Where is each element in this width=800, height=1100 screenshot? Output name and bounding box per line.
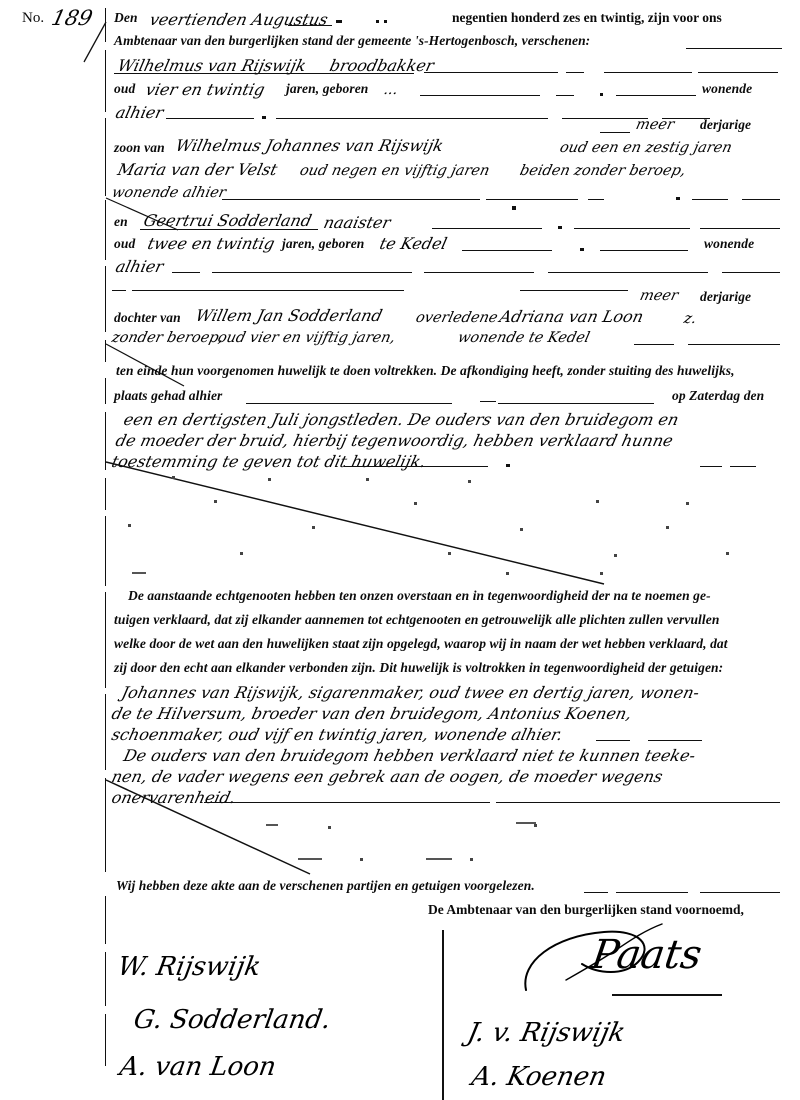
witness-note-line-1: De ouders van den bruidegom hebben verklaard niet te kunnen teeke-: [121, 746, 698, 765]
groom-age-value: vier en twintig: [143, 80, 267, 99]
filler-rule: [246, 403, 452, 404]
witness-line-2: de te Hilversum, broeder van den bruidegom, Antonius Koenen,: [109, 704, 634, 723]
ink-speck: [366, 478, 369, 481]
filler-rule: [548, 272, 708, 273]
bride-age-value: twee en twintig: [145, 234, 277, 253]
groom-mother-age: oud negen en vijftig jaren: [298, 163, 492, 179]
ink-speck: [240, 552, 243, 555]
bride-mother-residence: wonende te Kedel: [456, 330, 592, 346]
groom-majority-hand: meer: [634, 117, 676, 133]
ink-speck: [516, 822, 536, 824]
bride-occupation: naaister: [321, 213, 393, 232]
declaration-line-4: zij door den echt aan elkander verbonden zijn. Dit huwelijk is voltrokken in tegenwoordigheid der getuigen:: [114, 660, 724, 675]
banns-line-2-left: plaats gehad alhier: [114, 388, 223, 403]
margin-rule-segment: [105, 118, 106, 196]
filler-rule: [212, 272, 412, 273]
opening-year-printed: negentien honderd zes en twintig, zijn voor ons: [452, 10, 722, 25]
groom-residence-label: wonende: [702, 81, 753, 96]
signature-groom: W. Rijswijk: [115, 952, 264, 982]
filler-rule: [574, 228, 690, 229]
cancellation-stroke: [104, 778, 364, 878]
closing-read-aloud: Wij hebben deze akte aan de verschenen partijen en getuigen voorgelezen.: [116, 878, 535, 893]
witness-line-1: Johannes van Rijswijk, sigarenmaker, oud twee en dertig jaren, wonen-: [119, 683, 702, 702]
signature-witness-2: A. Koenen: [469, 1062, 609, 1092]
filler-rule: [166, 118, 254, 119]
ink-speck: [172, 476, 175, 479]
bride-daughter-of-label: dochter van: [114, 310, 181, 325]
bride-mother-name: Adriana van Loon: [497, 307, 646, 326]
filler-rule: [276, 118, 548, 119]
filler-rule: [112, 290, 126, 291]
bride-mother-occupation: zonder beroep,: [110, 330, 225, 346]
closing-officer-title: De Ambtenaar van den burgerlijken stand voornoemd,: [428, 902, 744, 917]
filler-rule: [420, 95, 540, 96]
signature-divider-rule: [442, 930, 444, 1100]
record-number-label: No.: [22, 10, 45, 26]
bride-age-label: oud: [114, 236, 136, 251]
filler-dot: [558, 226, 562, 229]
groom-parents-note: beiden zonder beroep,: [518, 163, 688, 179]
margin-rule-segment: [105, 1014, 106, 1066]
ink-speck: [128, 524, 131, 527]
signature-officer: Paats: [588, 932, 705, 978]
groom-mother-name: Maria van der Velst: [115, 160, 280, 179]
bride-father-status: overledene: [414, 310, 500, 326]
filler-rule: [556, 95, 574, 96]
filler-rule: [686, 48, 782, 49]
cancellation-stroke-large: [104, 460, 624, 588]
filler-rule: [600, 132, 630, 133]
filler-rule: [172, 272, 200, 273]
ink-speck: [506, 572, 509, 575]
ink-speck: [214, 500, 217, 503]
banns-line-2-right: op Zaterdag den: [672, 388, 765, 403]
ink-speck: [470, 858, 473, 861]
opening-date-handwritten: veertienden Augustus: [147, 10, 330, 29]
groom-parents-residence: wonende alhier: [110, 185, 228, 201]
filler-rule: [596, 740, 630, 741]
ink-speck: [360, 858, 363, 861]
filler-dot: [580, 248, 584, 251]
signature-witness-1: J. v. Rijswijk: [464, 1018, 628, 1048]
filler-rule: [600, 250, 688, 251]
declaration-line-2: tuigen verklaard, dat zij elkander aannemen tot echtgenooten en getrouwelijk alle plichten zullen vervullen: [114, 612, 720, 627]
filler-dot: [262, 116, 266, 119]
filler-rule: [692, 199, 728, 200]
filler-rule: [616, 95, 696, 96]
declaration-line-1: De aanstaande echtgenooten hebben ten onzen overstaan en in tegenwoordigheid der na te noemen ge-: [128, 588, 711, 603]
filler-rule: [424, 72, 558, 73]
banns-hand-line-2: de moeder der bruid, hierbij tegenwoordig, hebben verklaard hunne: [113, 431, 675, 450]
ink-speck: [468, 480, 471, 483]
filler-dot: [376, 20, 379, 23]
witness-note-line-2: nen, de vader wegens een gebrek aan de oogen, de moeder wegens: [109, 767, 665, 786]
bride-majority-printed: derjarige: [700, 289, 752, 304]
signature-bride: G. Sodderland.: [131, 1005, 333, 1035]
bride-name-underline: [140, 229, 318, 230]
margin-rule-segment: [105, 952, 106, 1006]
filler-rule: [480, 401, 496, 402]
groom-occupation: broodbakker: [327, 56, 436, 75]
signature-officer-underline: [612, 994, 722, 996]
bride-name: Geertrui Sodderland: [141, 211, 314, 230]
groom-name: Wilhelmus van Rijswijk: [115, 56, 309, 75]
filler-rule: [496, 802, 780, 803]
ink-speck: [726, 552, 729, 555]
filler-rule: [700, 228, 780, 229]
filler-rule: [698, 72, 778, 73]
groom-birthplace: ...: [382, 82, 400, 98]
filler-rule: [424, 272, 534, 273]
bride-father-name: Willem Jan Sodderland: [193, 306, 385, 325]
officer-intro-line: Ambtenaar van den burgerlijken stand der gemeente 's-Hertogenbosch, verschenen:: [114, 33, 591, 48]
groom-father-age: oud een en zestig jaren: [558, 140, 734, 156]
filler-rule: [498, 403, 654, 404]
filler-rule: [634, 344, 674, 345]
filler-dot: [676, 197, 680, 200]
bride-residence-label: wonende: [704, 236, 755, 251]
ink-speck: [266, 824, 278, 826]
filler-rule: [566, 72, 584, 73]
filler-rule: [132, 290, 404, 291]
filler-rule: [520, 290, 628, 291]
signature-bride-mother: A. van Loon: [117, 1052, 279, 1082]
filler-rule: [584, 892, 608, 893]
filler-rule: [562, 118, 648, 119]
bride-majority-hand: meer: [638, 288, 680, 304]
bride-mother-age: oud vier en vijftig jaren,: [216, 330, 397, 346]
bride-and-label: en: [114, 214, 128, 229]
filler-rule: [462, 250, 552, 251]
opening-den-label: Den: [114, 10, 138, 25]
ink-speck: [666, 526, 669, 529]
filler-dot: [384, 20, 387, 23]
filler-rule: [700, 466, 722, 467]
ink-speck: [596, 500, 599, 503]
ink-speck: [600, 572, 603, 575]
margin-rule-segment: [105, 694, 106, 770]
bride-mother-occupation-start: z.: [682, 311, 699, 327]
ink-speck: [448, 552, 451, 555]
filler-dot: [336, 20, 342, 23]
filler-rule: [722, 272, 780, 273]
groom-residence-value: alhier: [113, 103, 166, 122]
filler-rule: [730, 466, 756, 467]
groom-majority-printed: derjarige: [700, 117, 752, 132]
ink-speck: [426, 858, 452, 860]
filler-rule: [648, 740, 702, 741]
filler-rule: [486, 199, 578, 200]
margin-rule-segment: [105, 266, 106, 332]
witness-line-3: schoenmaker, oud vijf en twintig jaren, wonende alhier.: [109, 725, 565, 744]
filler-rule: [742, 199, 780, 200]
filler-dot: [600, 93, 603, 96]
filler-rule: [604, 72, 692, 73]
filler-rule: [588, 199, 604, 200]
filler-rule: [700, 892, 780, 893]
banns-line-1: ten einde hun voorgenomen huwelijk te doen voltrekken. De afkondiging heeft, zonder stuiting des huwelijks,: [116, 363, 735, 378]
filler-rule: [616, 892, 688, 893]
ink-speck: [132, 572, 146, 574]
record-number-value: 189: [49, 6, 95, 30]
groom-son-of-label: zoon van: [114, 140, 165, 155]
groom-age-label: oud: [114, 81, 136, 96]
ink-speck: [534, 824, 537, 827]
ink-speck: [328, 826, 331, 829]
ink-speck: [312, 526, 315, 529]
bride-birthplace: te Kedel: [377, 234, 450, 253]
ink-speck: [298, 858, 322, 860]
ink-speck: [520, 528, 523, 531]
witness-note-line-3: onervarenheid.: [109, 788, 238, 807]
filler-rule: [432, 228, 542, 229]
groom-years-born-label: jaren, geboren: [286, 81, 369, 96]
margin-rule-segment: [105, 592, 106, 688]
ink-speck: [512, 206, 516, 210]
ink-speck: [686, 502, 689, 505]
groom-name-underline: [114, 73, 414, 74]
filler-rule: [688, 344, 780, 345]
filler-rule: [288, 25, 332, 26]
ink-speck: [614, 554, 617, 557]
bride-years-born-label: jaren, geboren: [282, 236, 365, 251]
banns-hand-line-1: een en dertigsten Juli jongstleden. De ouders van den bruidegom en: [121, 410, 681, 429]
declaration-line-3: welke door de wet aan den huwelijken staat zijn opgelegd, waarop wij in naam der wet hebben verklaard, dat: [114, 636, 728, 651]
banns-hand-line-3: toestemming te geven tot dit huwelijk.: [109, 452, 428, 471]
margin-rule-segment: [105, 896, 106, 944]
ink-speck: [414, 502, 417, 505]
ink-speck: [268, 478, 271, 481]
record-number-flourish: [44, 20, 114, 64]
groom-father-name: Wilhelmus Johannes van Rijswijk: [173, 136, 446, 155]
bride-residence-value: alhier: [113, 257, 166, 276]
